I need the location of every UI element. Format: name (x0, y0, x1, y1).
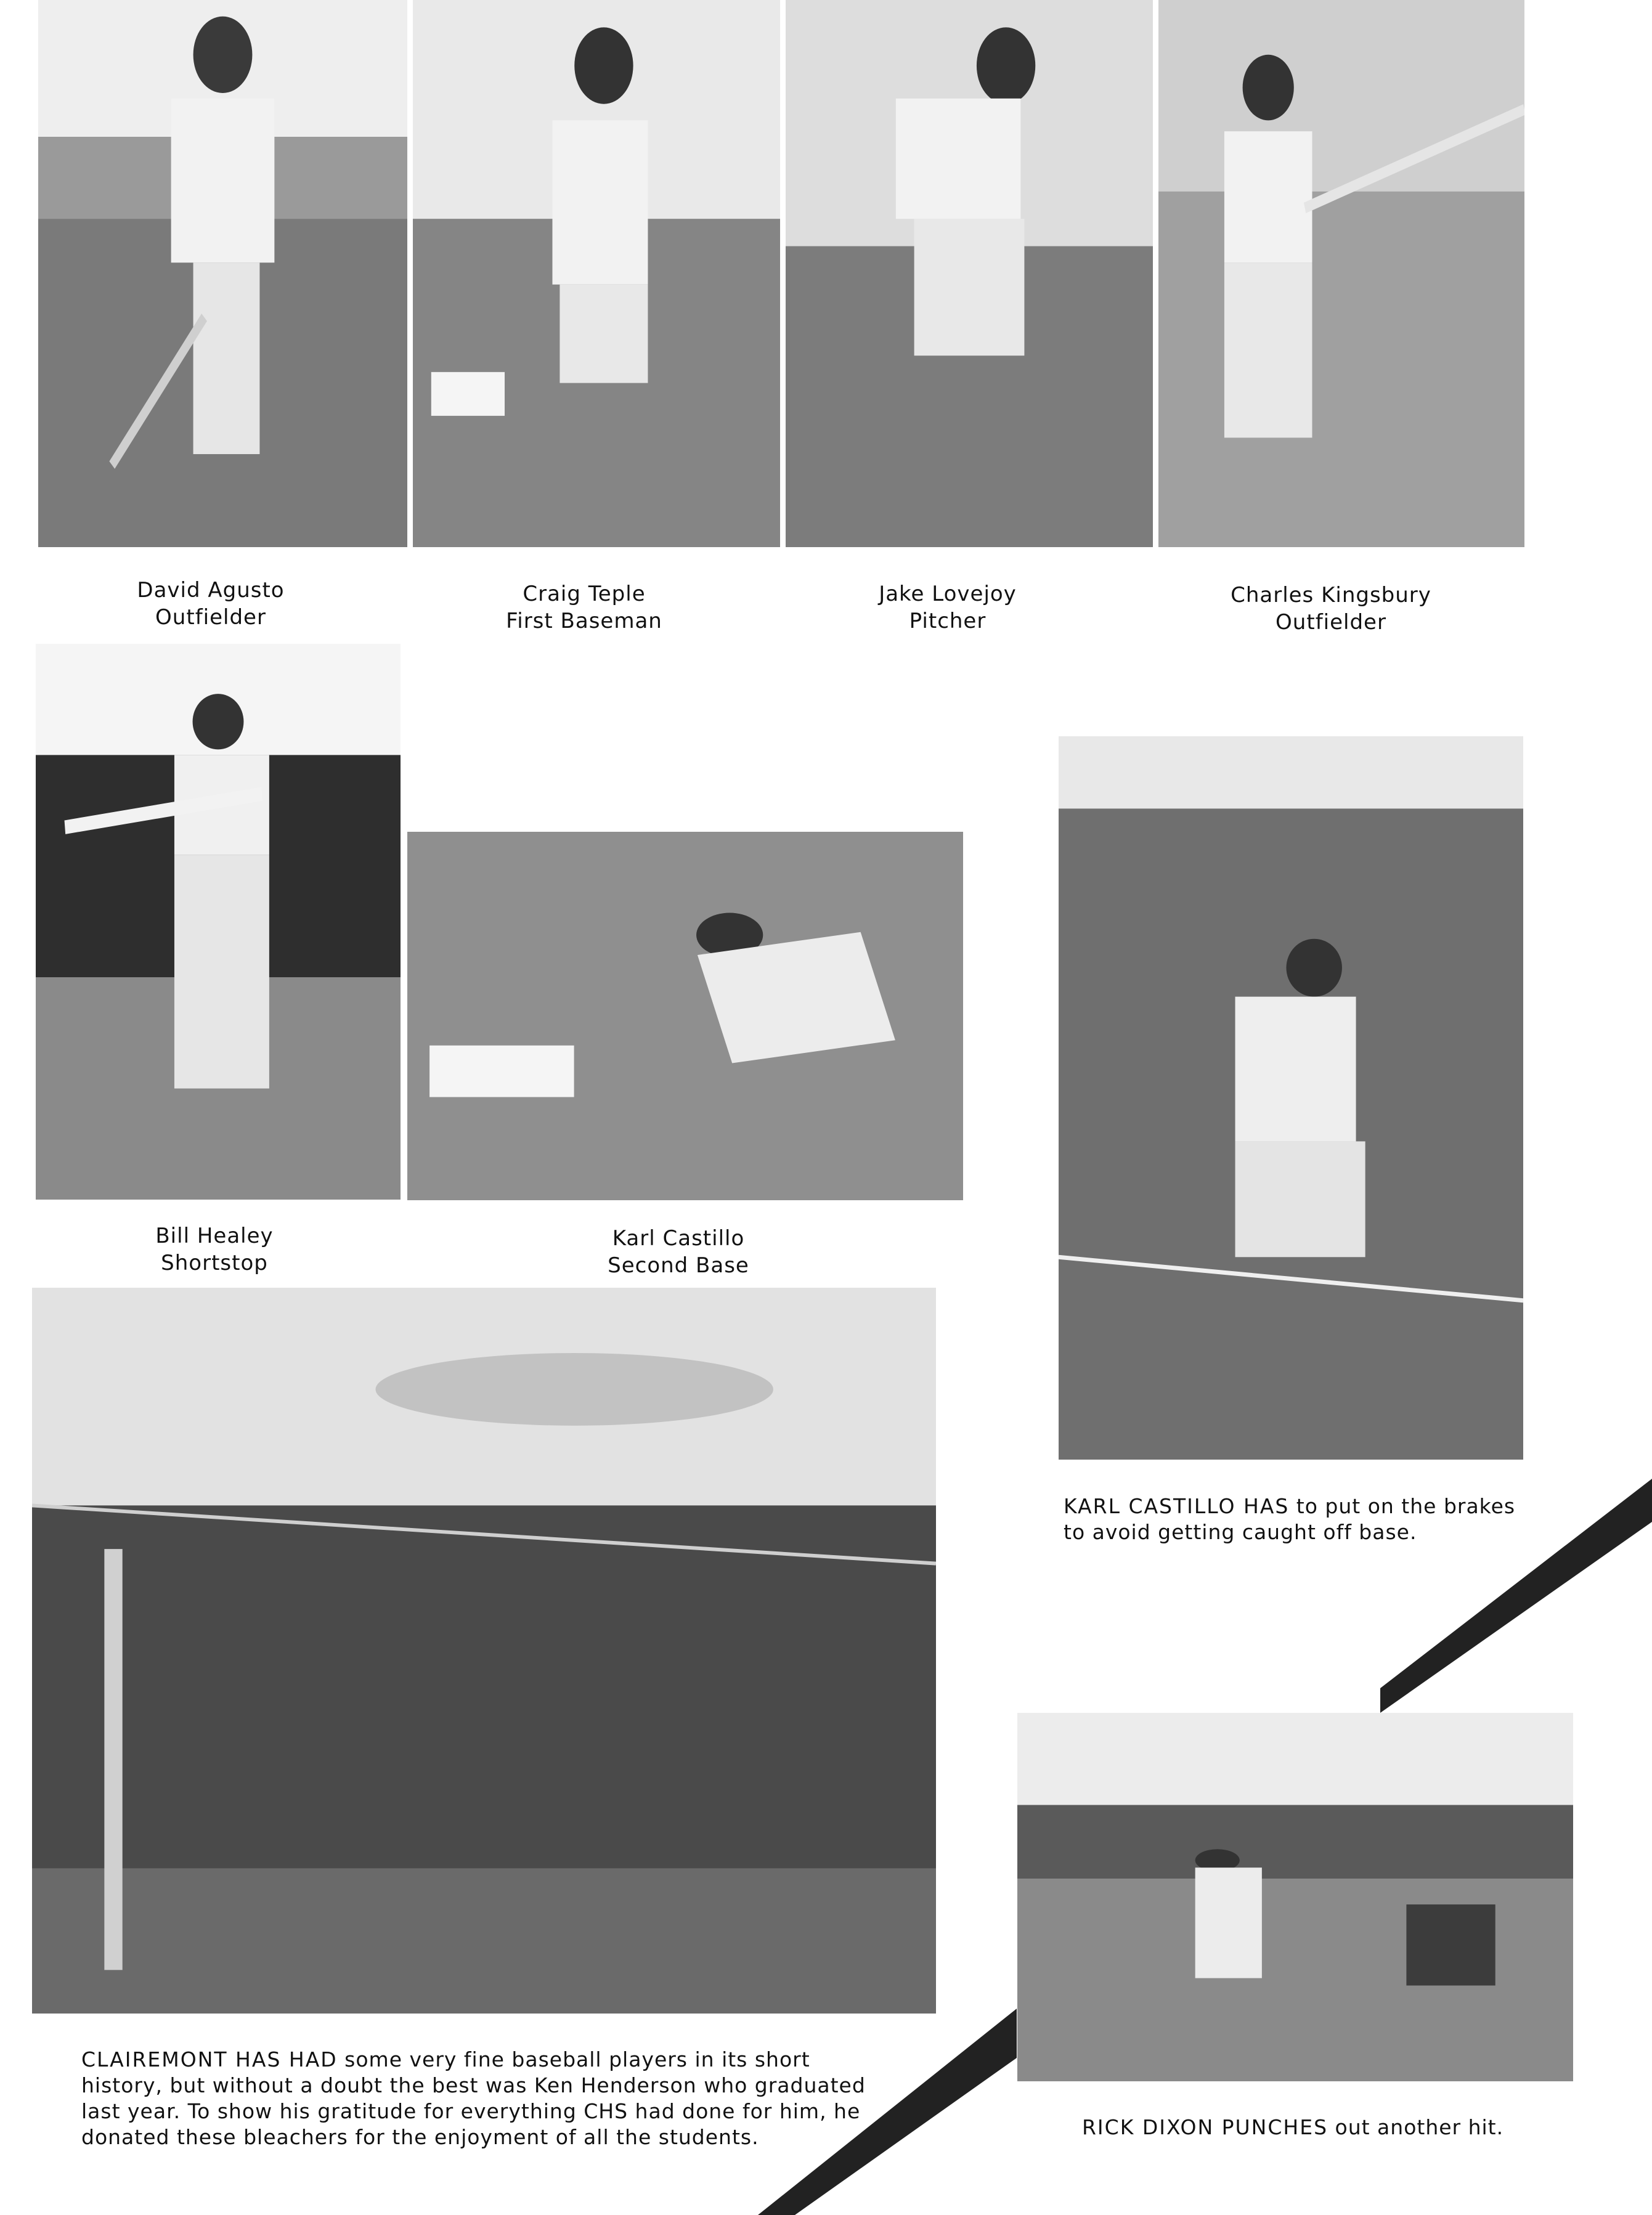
caption-david-agusto (38, 577, 383, 631)
player-position: Second Base (608, 1253, 749, 1278)
player-name: Bill Healey (155, 1224, 274, 1248)
photo-karl-castillo-dive (407, 832, 963, 1200)
decorative-stripe-right (1380, 1479, 1652, 1713)
player-position: Outfielder (155, 605, 266, 630)
photo-craig-teple (413, 0, 780, 547)
caption-rick-dixon (1082, 2115, 1550, 2140)
photo-bill-healey (36, 644, 401, 1200)
caption-lead: CLAIREMONT HAS HAD (81, 2047, 338, 2071)
player-name: Jake Lovejoy (879, 582, 1017, 606)
player-position: Shortstop (161, 1251, 268, 1275)
caption-jake-lovejoy (786, 580, 1110, 635)
player-position: Outfielder (1276, 610, 1386, 635)
player-name: Craig Teple (523, 582, 646, 606)
photo-david-agusto (38, 0, 407, 547)
caption-text: out another hit. (1328, 2115, 1504, 2139)
photo-charles-kingsbury (1158, 0, 1524, 547)
photo-jake-lovejoy (786, 0, 1153, 547)
caption-craig-teple (413, 580, 755, 635)
player-position: First Baseman (506, 609, 662, 633)
caption-text: to put on the brakes to avoid getting caught off base. (1064, 1494, 1516, 1544)
caption-bill-healey (36, 1222, 393, 1277)
photo-karl-castillo-base (1059, 736, 1523, 1460)
photo-rick-dixon (1017, 1713, 1573, 2081)
player-name: Charles Kingsbury (1231, 583, 1431, 608)
player-name: David Agusto (137, 578, 285, 603)
caption-text: some very fine baseball players in its short history, but without a doubt the best was Ken Henderson who graduated last year. To show his gratitude for everything CHS had done for him, he donated these bleachers for the enjoyment of all the students. (81, 2047, 866, 2149)
caption-lead: RICK DIXON PUNCHES (1082, 2115, 1329, 2139)
photo-bleachers (32, 1288, 936, 2014)
caption-lead: KARL CASTILLO HAS (1064, 1494, 1290, 1518)
decorative-stripe-bottom (758, 2009, 1017, 2215)
caption-karl-castillo (407, 1225, 950, 1279)
player-name: Karl Castillo (612, 1226, 745, 1251)
player-position: Pitcher (909, 609, 987, 633)
caption-charles-kingsbury (1158, 582, 1503, 636)
